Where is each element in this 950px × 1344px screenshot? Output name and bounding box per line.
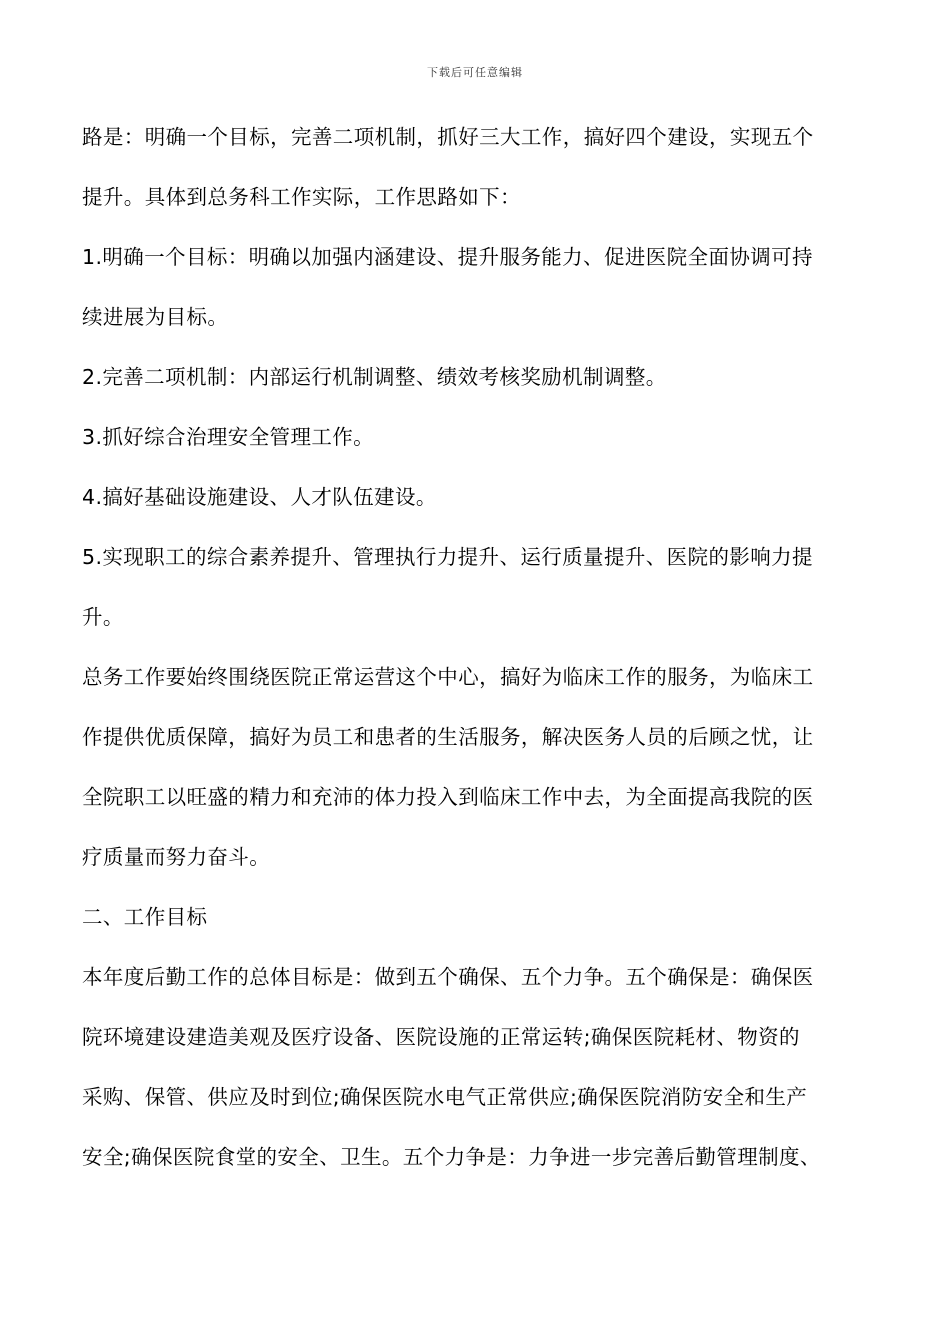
paragraph-line: 总务工作要始终围绕医院正常运营这个中心，搞好为临床工作的服务，为临床工	[82, 665, 814, 689]
page-header-note: 下载后可任意编辑	[427, 66, 523, 79]
text-line: 续进展为目标。	[82, 305, 229, 329]
paragraph-line: 作提供优质保障，搞好为员工和患者的生活服务，解决医务人员的后顾之忧，让	[82, 725, 814, 749]
list-item-5: 5.实现职工的综合素养提升、管理执行力提升、运行质量提升、医院的影响力提	[82, 545, 813, 569]
paragraph-line: 本年度后勤工作的总体目标是：做到五个确保、五个力争。五个确保是：确保医	[82, 965, 814, 989]
paragraph-line: 采购、保管、供应及时到位;确保医院水电气正常供应;确保医院消防安全和生产	[82, 1085, 808, 1109]
text-line: 提升。具体到总务科工作实际，工作思路如下：	[82, 185, 521, 209]
list-item-2: 2.完善二项机制：内部运行机制调整、绩效考核奖励机制调整。	[82, 365, 667, 389]
text-line: 路是：明确一个目标，完善二项机制，抓好三大工作，搞好四个建设，实现五个	[82, 125, 814, 149]
paragraph-line: 疗质量而努力奋斗。	[82, 845, 271, 869]
list-item-1: 1.明确一个目标：明确以加强内涵建设、提升服务能力、促进医院全面协调可持	[82, 245, 813, 269]
paragraph-line: 安全;确保医院食堂的安全、卫生。五个力争是：力争进一步完善后勤管理制度、	[82, 1145, 821, 1169]
paragraph-line: 全院职工以旺盛的精力和充沛的体力投入到临床工作中去，为全面提高我院的医	[82, 785, 814, 809]
section-heading: 二、工作目标	[82, 905, 208, 929]
document-body	[82, 121, 882, 1201]
paragraph-line: 院环境建设建造美观及医疗设备、医院设施的正常运转;确保医院耗材、物资的	[82, 1025, 800, 1049]
list-item-3: 3.抓好综合治理安全管理工作。	[82, 425, 375, 449]
text-line: 升。	[82, 605, 124, 629]
list-item-4: 4.搞好基础设施建设、人才队伍建设。	[82, 485, 437, 509]
